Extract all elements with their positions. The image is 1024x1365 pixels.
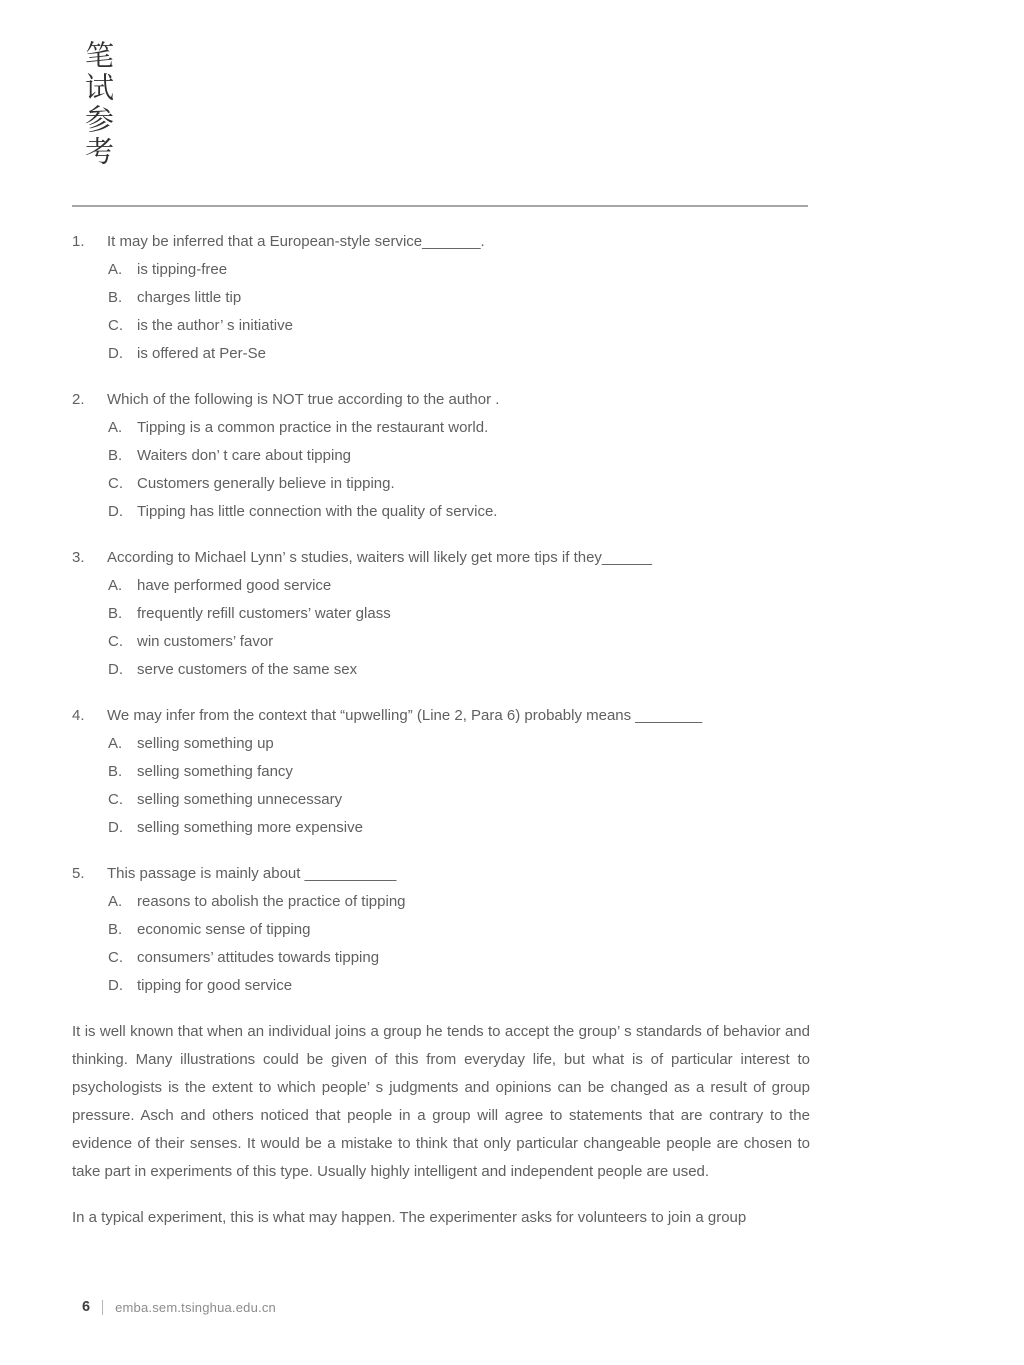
question-text: We may infer from the context that “upwelling” (Line 2, Para 6) probably means ________ (107, 707, 703, 724)
question-number: 5. (72, 865, 85, 882)
option-row (108, 972, 810, 1000)
option-row (108, 312, 810, 340)
option-letter: A. (108, 261, 123, 278)
page-footer (72, 1299, 276, 1315)
question-stem (72, 386, 810, 414)
question-number: 3. (72, 549, 85, 566)
question-number: 4. (72, 707, 85, 724)
question-number: 1. (72, 233, 85, 250)
option-text: selling something up (137, 735, 274, 752)
option-row (108, 340, 810, 368)
question-stem (72, 228, 810, 256)
footer-divider (102, 1300, 103, 1315)
option-row (108, 284, 810, 312)
question-stem (72, 544, 810, 572)
option-text: is the author’ s initiative (137, 317, 293, 334)
option-text: frequently refill customers’ water glass (137, 605, 391, 622)
option-text: serve customers of the same sex (137, 661, 358, 678)
page-number: 6 (82, 1299, 91, 1315)
option-letter: B. (108, 921, 123, 938)
option-row (108, 730, 810, 758)
option-letter: B. (108, 763, 123, 780)
header-vertical-title: 笔试参考 (81, 40, 113, 168)
passage-paragraph-1: It is well known that when an individual joins a group he tends to accept the group’ s standards of behavior and thinking. Many illustrations could be given of this from everyday life, but what is of particular interest to psychologists is the extent to which people’ s judgments and opinions can be changed as a result of group pressure. Asch and others noticed that people in a group will agree to statements that are contrary to the evidence of their senses. It would be a mistake to think that only particular changeable people are chosen to take part in experiments of this type. Usually highly intelligent and independent people are used. (72, 1023, 810, 1180)
option-text: Customers generally believe in tipping. (137, 475, 395, 492)
option-text: selling something more expensive (137, 819, 363, 836)
option-row (108, 442, 810, 470)
option-text: selling something fancy (137, 763, 293, 780)
question-text: According to Michael Lynn’ s studies, waiters will likely get more tips if they______ (107, 549, 652, 566)
option-letter: C. (108, 317, 123, 334)
option-text: reasons to abolish the practice of tipping (137, 893, 406, 910)
question-5 (72, 860, 810, 1000)
option-text: Tipping has little connection with the quality of service. (137, 503, 498, 520)
option-letter: D. (108, 661, 123, 678)
option-text: selling something unnecessary (137, 791, 343, 808)
option-row (108, 758, 810, 786)
option-letter: A. (108, 419, 123, 436)
question-stem (72, 860, 810, 888)
option-text: have performed good service (137, 577, 332, 594)
option-letter: B. (108, 605, 123, 622)
question-2 (72, 386, 810, 526)
option-text: is offered at Per-Se (137, 345, 266, 362)
question-text: Which of the following is NOT true according to the author . (107, 391, 500, 408)
option-letter: C. (108, 791, 123, 808)
option-letter: C. (108, 949, 123, 966)
option-letter: D. (108, 977, 123, 994)
option-row (108, 656, 810, 684)
option-text: Waiters don’ t care about tipping (137, 447, 352, 464)
option-text: win customers’ favor (137, 633, 274, 650)
option-row (108, 916, 810, 944)
option-letter: A. (108, 893, 123, 910)
option-row (108, 814, 810, 842)
option-letter: C. (108, 475, 123, 492)
option-row (108, 256, 810, 284)
passage-paragraph-2: In a typical experiment, this is what may happen. The experimenter asks for volunteers to join a group (72, 1209, 747, 1226)
option-row (108, 600, 810, 628)
option-row (108, 628, 810, 656)
question-text: It may be inferred that a European-style service_______. (107, 233, 485, 250)
option-letter: B. (108, 447, 123, 464)
header-divider (72, 205, 808, 207)
option-letter: D. (108, 503, 123, 520)
question-1 (72, 228, 810, 368)
option-row (108, 572, 810, 600)
question-3 (72, 544, 810, 684)
option-text: is tipping-free (137, 261, 228, 278)
option-row (108, 498, 810, 526)
option-row (108, 786, 810, 814)
content-area (72, 228, 810, 1232)
question-stem (72, 702, 810, 730)
option-letter: B. (108, 289, 123, 306)
option-row (108, 944, 810, 972)
option-letter: C. (108, 633, 123, 650)
question-number: 2. (72, 391, 85, 408)
option-letter: D. (108, 819, 123, 836)
question-text: This passage is mainly about ___________ (107, 865, 397, 882)
option-row (108, 470, 810, 498)
option-text: charges little tip (137, 289, 242, 306)
option-text: Tipping is a common practice in the restaurant world. (137, 419, 489, 436)
option-row (108, 888, 810, 916)
option-letter: D. (108, 345, 123, 362)
option-letter: A. (108, 577, 123, 594)
option-text: consumers’ attitudes towards tipping (137, 949, 380, 966)
option-letter: A. (108, 735, 123, 752)
footer-site-url: emba.sem.tsinghua.edu.cn (115, 1299, 276, 1315)
option-row (108, 414, 810, 442)
option-text: tipping for good service (137, 977, 293, 994)
option-text: economic sense of tipping (137, 921, 311, 938)
question-4 (72, 702, 810, 842)
